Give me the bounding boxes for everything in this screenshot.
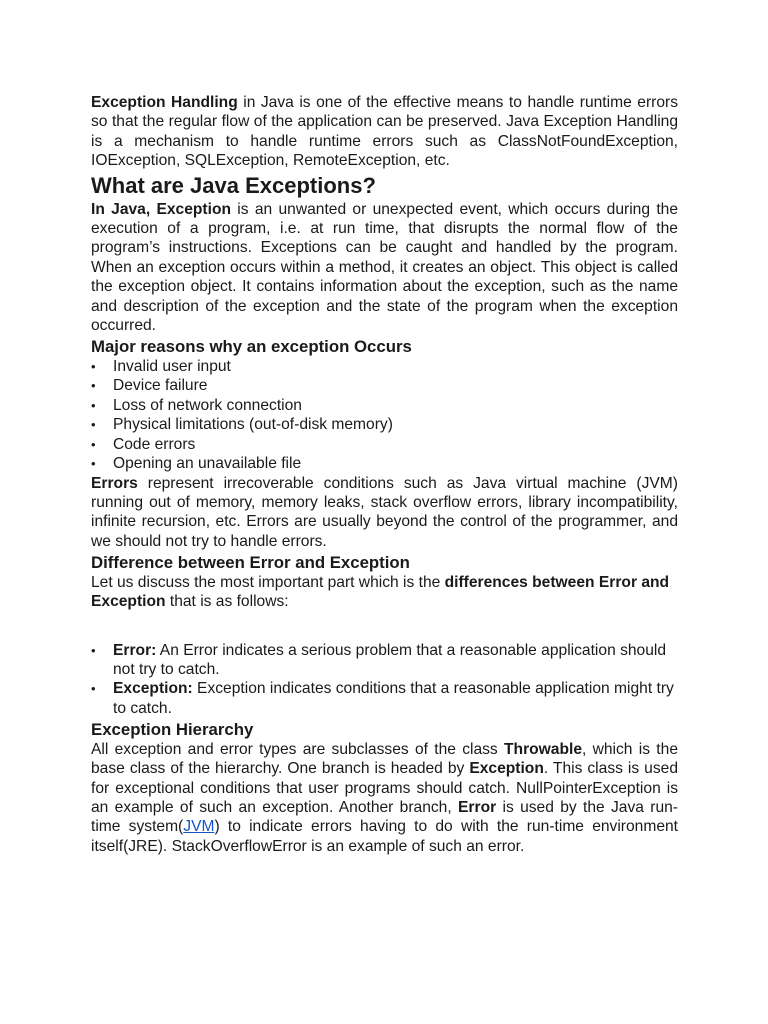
hierarchy-text: , which is the base class of the hierarchy. One branch is headed by <box>91 740 678 778</box>
difference-intro <box>91 573 678 612</box>
list-item-text: Code errors <box>113 435 196 453</box>
bullet-icon: • <box>91 642 96 658</box>
heading-hierarchy: Exception Hierarchy <box>91 720 254 740</box>
bullet-icon: • <box>91 359 96 375</box>
bullet-icon: • <box>91 436 96 452</box>
bullet-icon: • <box>91 456 96 472</box>
jvm-link[interactable]: JVM <box>183 818 215 836</box>
list-item <box>91 435 678 454</box>
hierarchy-bold-exception: Exception <box>469 760 544 778</box>
reasons-list <box>91 357 678 473</box>
list-item <box>91 357 678 376</box>
list-item <box>91 641 678 680</box>
bullet-icon: • <box>91 378 96 394</box>
intro-paragraph <box>91 93 678 171</box>
errors-text: represent irrecoverable conditions such as Java virtual machine (JVM) running out of memory, memory leaks, stack overflow errors, library incompatibility, infinite recursion, etc. Errors are usually beyond the control of the programmer, and we should not try to handle errors. <box>91 474 678 550</box>
difference-intro-text: Let us discuss the most important part which is the <box>91 573 445 591</box>
difference-list <box>91 641 678 719</box>
hierarchy-bold-error: Error <box>458 798 497 816</box>
list-item-text: Device failure <box>113 377 208 395</box>
difference-text: An Error indicates a serious problem that a reasonable application should not try to catch. <box>113 641 667 678</box>
difference-label: Exception: <box>113 680 193 698</box>
heading-difference: Difference between Error and Exception <box>91 553 410 573</box>
what-paragraph <box>91 200 678 336</box>
list-item <box>91 396 678 415</box>
difference-intro-tail: that is as follows: <box>165 593 289 611</box>
list-item <box>91 679 678 718</box>
what-lead: In Java, Exception <box>91 200 231 218</box>
errors-paragraph <box>91 474 678 552</box>
list-item-text: Opening an unavailable file <box>113 455 302 473</box>
bullet-icon: • <box>91 681 96 697</box>
difference-label: Error: <box>113 641 157 659</box>
hierarchy-paragraph <box>91 740 678 856</box>
heading-what-are-exceptions: What are Java Exceptions? <box>91 172 376 198</box>
hierarchy-bold-throwable: Throwable <box>504 740 582 758</box>
hierarchy-text: . This class is used for exceptional conditions that user programs should catch. NullPointerException is an example of such an exception. Another branch, <box>91 760 678 816</box>
hierarchy-text: All exception and error types are subclasses of the class <box>91 740 505 758</box>
what-text: is an unwanted or unexpected event, which occurs during the execution of a program, i.e. at run time, that disrupts the normal flow of the program’s instructions. Exceptions can be caught and handled by the program. When an exception occurs within a method, it creates an object. This object is called the exception object. It contains information about the exception, such as the name and description of the exception and the state of the program when the exception occurred. <box>91 200 678 335</box>
list-item-text: Loss of network connection <box>113 396 302 414</box>
intro-lead: Exception Handling <box>91 94 238 111</box>
hierarchy-text: ) to indicate errors having to do with the run-time environment itself(JRE). StackOverflowError is an example of such an error. <box>91 818 679 855</box>
bullet-icon: • <box>91 397 96 413</box>
difference-text: Exception indicates conditions that a reasonable application might try to catch. <box>113 680 674 717</box>
list-item-text: Invalid user input <box>113 358 231 376</box>
list-item <box>91 376 678 395</box>
spacer <box>91 612 678 641</box>
list-item <box>91 454 678 473</box>
list-item-text: Physical limitations (out-of-disk memory) <box>113 416 393 434</box>
intro-text: in Java is one of the effective means to handle runtime errors so that the regular flow of the application can be preserved. Java Exception Handling is a mechanism to handle runtime errors such as ClassNotFoundException, IOException, SQLException, RemoteException, etc. <box>91 94 678 170</box>
list-item <box>91 415 678 434</box>
hierarchy-text: is used by the Java run-time system( <box>91 798 679 836</box>
difference-intro-bold: differences between Error and Exception <box>91 573 670 611</box>
heading-major-reasons: Major reasons why an exception Occurs <box>91 337 412 357</box>
errors-lead: Errors <box>91 474 138 492</box>
article <box>91 93 678 856</box>
bullet-icon: • <box>91 417 96 433</box>
